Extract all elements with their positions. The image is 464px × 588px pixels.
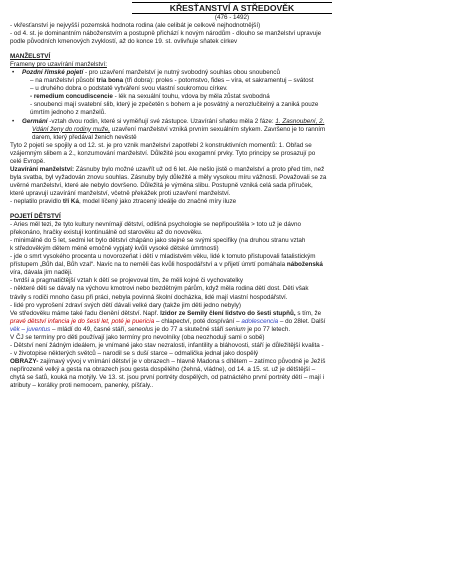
combined-line: Tyto 2 pojetí se spojily a od 12. st. je pro vznik manželství zapotřebí 2 konstruktivních momentů: 1. Obřad se xyxy=(10,141,312,149)
images-line: atributy – korálky proti nemocem, panenky, píšťaly.. xyxy=(10,382,154,390)
roman-line: – u druhého dobra o podstatě vytváření svou vlastní soukromou církev. xyxy=(30,85,228,93)
section-heading-childhood: POJETÍ DĚTSTVÍ xyxy=(10,213,61,221)
childhood-line: přístupem „Bůh dal, Bůh vzal“. Navíc na to neměli čas kvůli hospodářství a v přijetí úmrtí pomáhala náboženská xyxy=(10,261,323,269)
document-years: (476 - 1492) xyxy=(214,14,250,21)
marriage-last-line: - neplatilo pravidlo tří Ká, model líčený jako ztracený ideálje do značné míry iluze xyxy=(10,197,237,205)
images-line: nepřirozeně velký a gesta na obrazech jsou gesta dospělého (žehná, vládne), od 14. a 15. st. už je dětštější – xyxy=(10,365,316,373)
bullet-germanic: • Germání -vztah dvou rodin, které si vyměňují své zástupce. Uzavírání sňatku měla 2 fáze: 1. Zasnoubení, 2. xyxy=(10,118,454,126)
childhood-tail-line: - v životopise některých světců – narodil se s duší starce – odmalička jednal jako dospělý xyxy=(10,349,259,357)
images-line: chytá se šatů, kouká na motýly. Ve 13. st. jsou první portréty dospělých, od patnáctého první portréty dětí – mají i xyxy=(10,373,325,381)
childhood-line: - jde o smrt vysokého procenta u novorozeňat i dětí v mladistvém věku, lidé k tomuto přistupovali fatalistickým xyxy=(10,253,316,261)
childhood-line: - lidé pro vyprošení zdraví svých dětí dávali velké dary (takže jim děti jedno nebyly) xyxy=(10,301,241,309)
childhood-line: trávily s rodiči mnoho času při práci, nebyla povinná školní docházka, lidé mají vlastní hospodářství. xyxy=(10,293,288,301)
intro-line: - od 4. st. je dominantním náboženstvím a postupně přichází k novým národům - dlouho se manželství upravuje xyxy=(10,30,322,38)
combined-line: vzájemným slibem a 2., konzumování manželství. Důležité jsou exogamní prvky. Tyto principy se prosazují po xyxy=(10,149,316,157)
roman-line: - snoubenci mají svatební slib, který je zpečetěn s bohem a je posvátný a nerozlučitelný a zaniká pouze xyxy=(30,101,319,109)
ages-line: pravé dětství infancia je do šesti let, poté je puericia – chlapectví, poté dospívání – adolescencia – do 28let. Další xyxy=(10,317,326,325)
contract-line: byla svatba, byl vyžadován znovu souhlas. Zásnuby byly důležité a měly vysokou míru vážnosti. Považovali se za xyxy=(10,173,327,181)
childhood-line: k středověkým dětem méně emočně vypjatý kvůli vysoké dětské úmrtnosti) xyxy=(10,245,219,253)
section-subheading: Frameny pro uzavírání manželství: xyxy=(10,61,107,69)
childhood-line: - minimálně do 5 let, sedmi let bylo dětství chápáno jako stejné se svými specifiky (na druhou stranu vztah xyxy=(10,237,306,245)
childhood-line: víra, dávala jim naději. xyxy=(10,269,73,277)
document-title: KŘESŤANSTVÍ A STŘEDOVĚK xyxy=(132,2,332,14)
childhood-line: - Aries měl tezi, že tyto kultury nevnímají dětství, odlišná psychologie se nepřipouštěla > toto už je dávno xyxy=(10,221,302,229)
section-heading-marriage: MANŽELSTVÍ xyxy=(10,53,51,61)
roman-line: - remedium concudiscencie - lék na sexuální touhu, vdova by měla zůstat svobodná xyxy=(30,93,270,101)
childhood-tail-line: V ČJ se termíny pro děti používají jako termíny pro nevolníky (oba neozhodují sami o sobě) xyxy=(10,333,265,341)
germanic-line: Vdání ženy do rodiny muže, uzavření manželství vzniká prvním sexuálním stykem. Završeno je to ranním xyxy=(32,125,326,133)
contract-line: Uzavírání manželství: Zásnuby bylo možné uzavřít už od 6 let. Ale nešlo jistě o manželství a proto před tím, než xyxy=(10,165,325,173)
bullet-roman: • Pozdní římské pojetí - pro uzavření manželství je nutný svobodný souhlas obou snoubenců xyxy=(10,69,454,77)
childhood-line: - tvrdší a pragmatičtější vztah k dětí se projevoval tím, že měli kojné či vychovatelky xyxy=(10,277,244,285)
childhood-line: překonáno, hračky existují kontinuálně od starověku až do novověku. xyxy=(10,229,203,237)
germanic-line: darem, který předával ženich nevěstě xyxy=(32,133,137,141)
ages-line: Ve středověku máme také řadu členění dětství. Např. Izidor ze Semily člení lidstvo do šesti stupňů, s tím, že xyxy=(10,309,322,317)
combined-line: celé Evropě. xyxy=(10,157,46,165)
ages-line: věk – juventus – mládí do 49, časné stáří, seneolus je do 77 a skutečné stáří senium je po 77 letech. xyxy=(10,325,291,333)
childhood-line: - některé děti se dávaly na výchovu kmotrovi nebo bezdětným párům, když měla rodina dětí dost. Děti však xyxy=(10,285,309,293)
childhood-tail-line: - Dětství není žádným ideálem, je vnímané jako stav nezralosti, infantility a bláhovosti, stáří je důležitější kvalita - xyxy=(10,341,324,349)
images-line: OBRAZY- zajímavý vývoj v vnímání dětství je v obrazech – hlavně Madona s dítětem – zatímco původně je Ježíš xyxy=(10,357,326,365)
contract-line: které upravují uzavírání manželství, včetně překážek proti uzavření manželství. xyxy=(10,189,231,197)
roman-line: úmrtím jednoho z manželů. xyxy=(30,109,106,117)
contract-line: uvěrné manželství, které ale nebylo dovršeno. Důležitá je výměna slibu. Postupně vzniká celá sada příruček, xyxy=(10,181,313,189)
intro-line: podle původních kmenových zvyklostí, až do konce 19. st. ovlivňuje sňatek církev xyxy=(10,38,238,46)
roman-line: – na manželství působí tria bona (tři dobra): proles - potomstvo, fides – víra, et sakramentuj – svátost xyxy=(30,77,314,85)
intro-line: - vkřesťanství je nejvyšší pozemská hodnota rodina (ale celibát je celkově nejhodnotnější) xyxy=(10,22,261,29)
